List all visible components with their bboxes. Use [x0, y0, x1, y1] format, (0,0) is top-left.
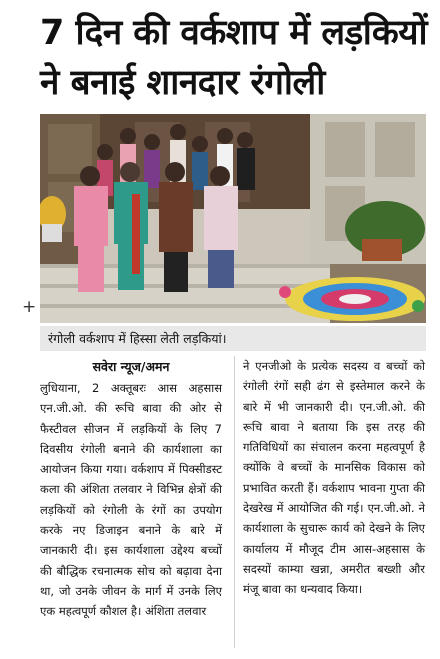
article-column-right [243, 356, 425, 600]
article-text-left: लुधियाना, 2 अक्तूबरः आस अहसास एन.जी.ओ. की रूचि बावा की ओर से फैस्टीवल सीजन में लड़कियों के लिए 7 दिवसीय रंगोली बनाने की कार्यशाला का आयोजन किया गया। वर्कशाप में पिक्सीडस्ट कला की अंशिता तलवार ने विभिन्न क्षेत्रों की लड़कियों को रंगोली के रंगों का उपयोग करके नए डिजाइन बनाने के बारे में जानकारी दी। इस कार्यशाला उद्देश्य बच्चों की बौद्धिक रचनात्मक सोच को बढ़ावा देना था, जो उनके जीवन के मार्ग में उनके लिए एक महत्वपूर्ण कौशल है। अंशिता तलवार [40, 381, 222, 619]
article-text-right: ने एनजीओ के प्रत्येक सदस्य व बच्चों को रंगोली रंगों सही ढंग से इस्तेमाल करने के बारे में भी जानकारी दी। एन.जी.ओ. की रूचि बावा ने बताया कि इस तरह की गतिविधियों का संचालन करना महत्वपूर्ण है क्योंकि वे बच्चों के मानसिक विकास को प्रभावित करती हैं। वर्कशाप भावना गुप्ता की देखरेख में आयोजित की गई। एन.जी.ओ. ने कार्यशाला के सुचारू कार्य को देखने के लिए कार्यालय में मौजूद टीम आस-अहसास के सदस्यों काम्या खन्ना, अमरीत बख्शी और मंजू बावा का धन्यवाद किया। [243, 359, 425, 597]
group-photo-icon [40, 114, 426, 323]
photo-caption: रंगोली वर्कशाप में हिस्सा लेती लड़कियां। [40, 326, 426, 351]
headline-line-2: ने बनाई शानदार रंगोली [40, 63, 325, 103]
headline-line-1: 7 दिन की वर्कशाप में लड़कियों [40, 13, 428, 53]
crosshair-mark-icon: + [22, 297, 37, 317]
byline: सवेरा न्यूज/अमन [92, 359, 170, 374]
column-divider [234, 356, 235, 648]
headline [40, 8, 436, 108]
group-photo [40, 114, 426, 323]
article-column-left [40, 356, 222, 622]
